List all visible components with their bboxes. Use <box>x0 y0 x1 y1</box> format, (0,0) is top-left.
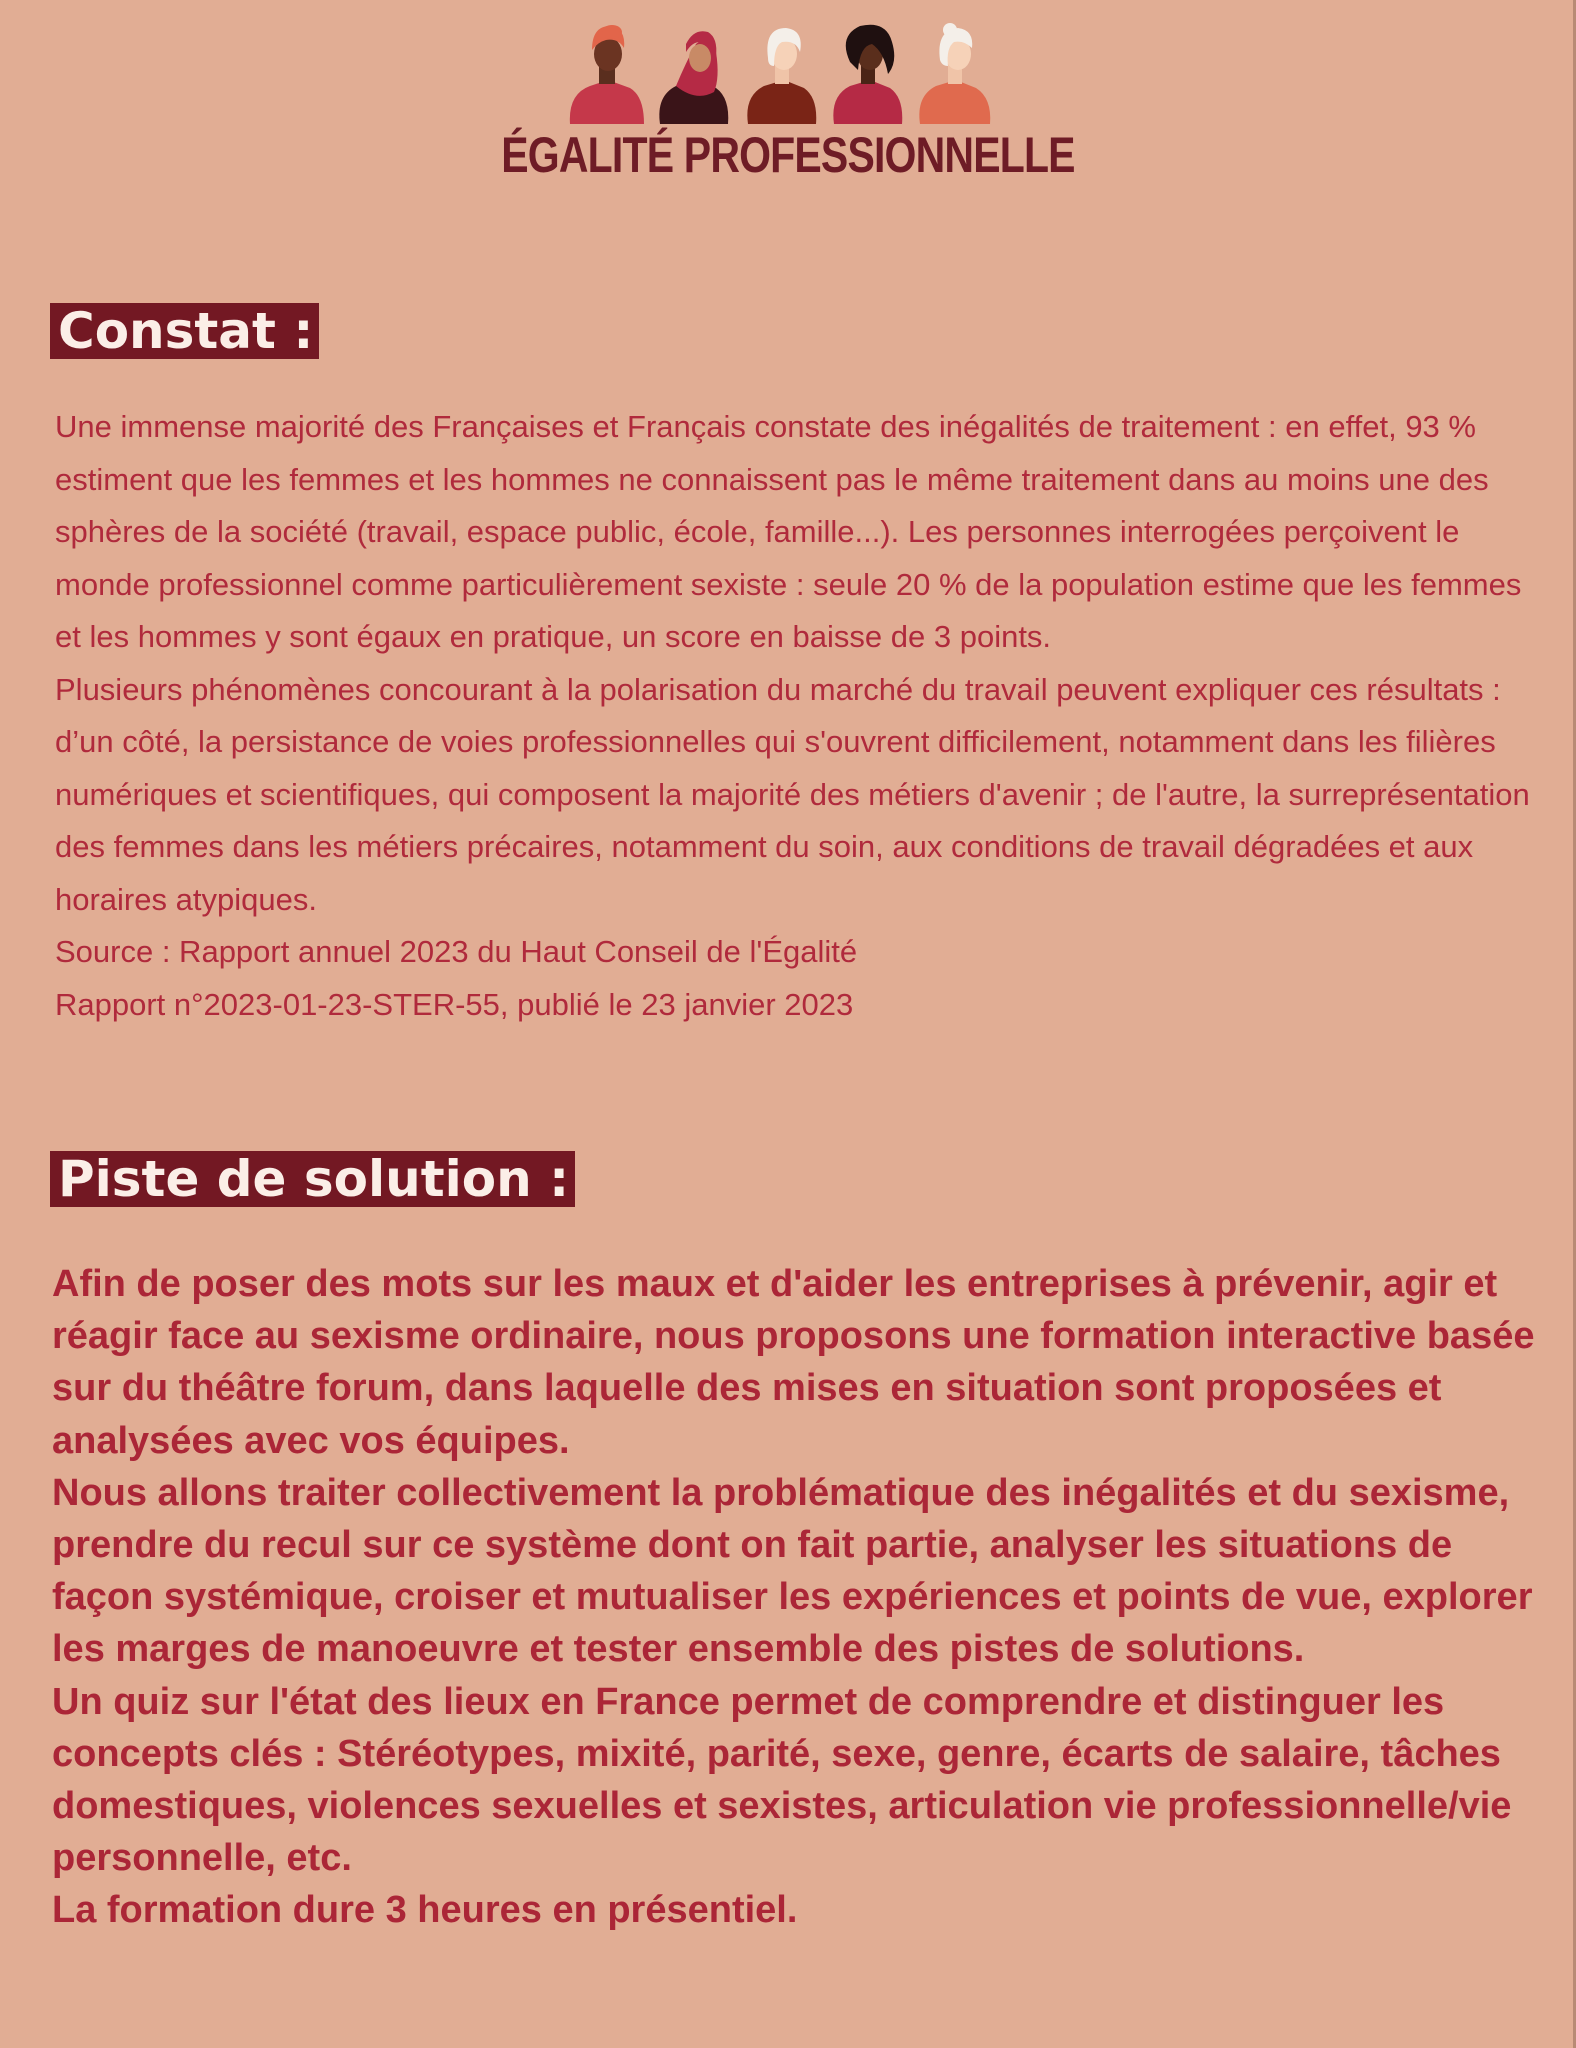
source-line: Source : Rapport annuel 2023 du Haut Conseil de l'Égalité <box>55 934 858 969</box>
report-line: Rapport n°2023-01-23-STER-55, publié le 23 janvier 2023 <box>55 986 854 1022</box>
page-header <box>0 22 1576 183</box>
brand-title: ÉGALITÉ PROFESSIONNELLE <box>501 127 1075 183</box>
solution-paragraph: Un quiz sur l'état des lieux en France permet de comprendre et distinguer les concepts clés : Stéréotypes, mixité, parité, sexe, genre, écarts de salaire, tâches domestiques, violences sexuelles et sexistes, articulation vie professionnelle/vie personnelle, etc. <box>52 1680 1512 1880</box>
constat-paragraph: Une immense majorité des Françaises et Français constate des inégalités de traitement : en effet, 93 % estiment que les femmes et les hommes ne connaissent pas le même traitement dans au moins une des sphères de la société (travail, espace public, école, famille...). Les personnes interrogées perçoivent le monde professionnel comme particulièrement sexiste : seule 20 % de la population estime que les femmes et les hommes y sont égaux en pratique, un score en baisse de 3 points. <box>55 409 1522 654</box>
constat-section <box>55 401 1535 1031</box>
solution-paragraph: La formation dure 3 heures en présentiel. <box>52 1889 798 1932</box>
solution-paragraph: Nous allons traiter collectivement la problématique des inégalités et du sexisme, prendre du recul sur ce système dont on fait partie, analyser les situations de façon systémique, croiser et mutualiser les expériences et points de vue, explorer les marges de manoeuvre et tester ensemble des pistes de solutions. <box>52 1471 1533 1671</box>
constat-heading: Constat : <box>50 303 319 359</box>
five-women-illustration-icon <box>568 22 1008 124</box>
constat-paragraph: Plusieurs phénomènes concourant à la polarisation du marché du travail peuvent expliquer ces résultats : d’un côté, la persistance de voies professionnelles qui s'ouvrent difficilement, notamment dans les filières numériques et scientifiques, qui composent la majorité des métiers d'avenir ; de l'autre, la surreprésentation des femmes dans les métiers précaires, notamment du soin, aux conditions de travail dégradées et aux horaires atypiques. <box>55 671 1530 917</box>
solution-paragraph: Afin de poser des mots sur les maux et d'aider les entreprises à prévenir, agir et réagir face au sexisme ordinaire, nous proposons une formation interactive basée sur du théâtre forum, dans laquelle des mises en situation sont proposées et analysées avec vos équipes. <box>52 1263 1535 1462</box>
solution-section <box>52 1258 1552 1937</box>
solution-heading: Piste de solution : <box>50 1151 575 1207</box>
